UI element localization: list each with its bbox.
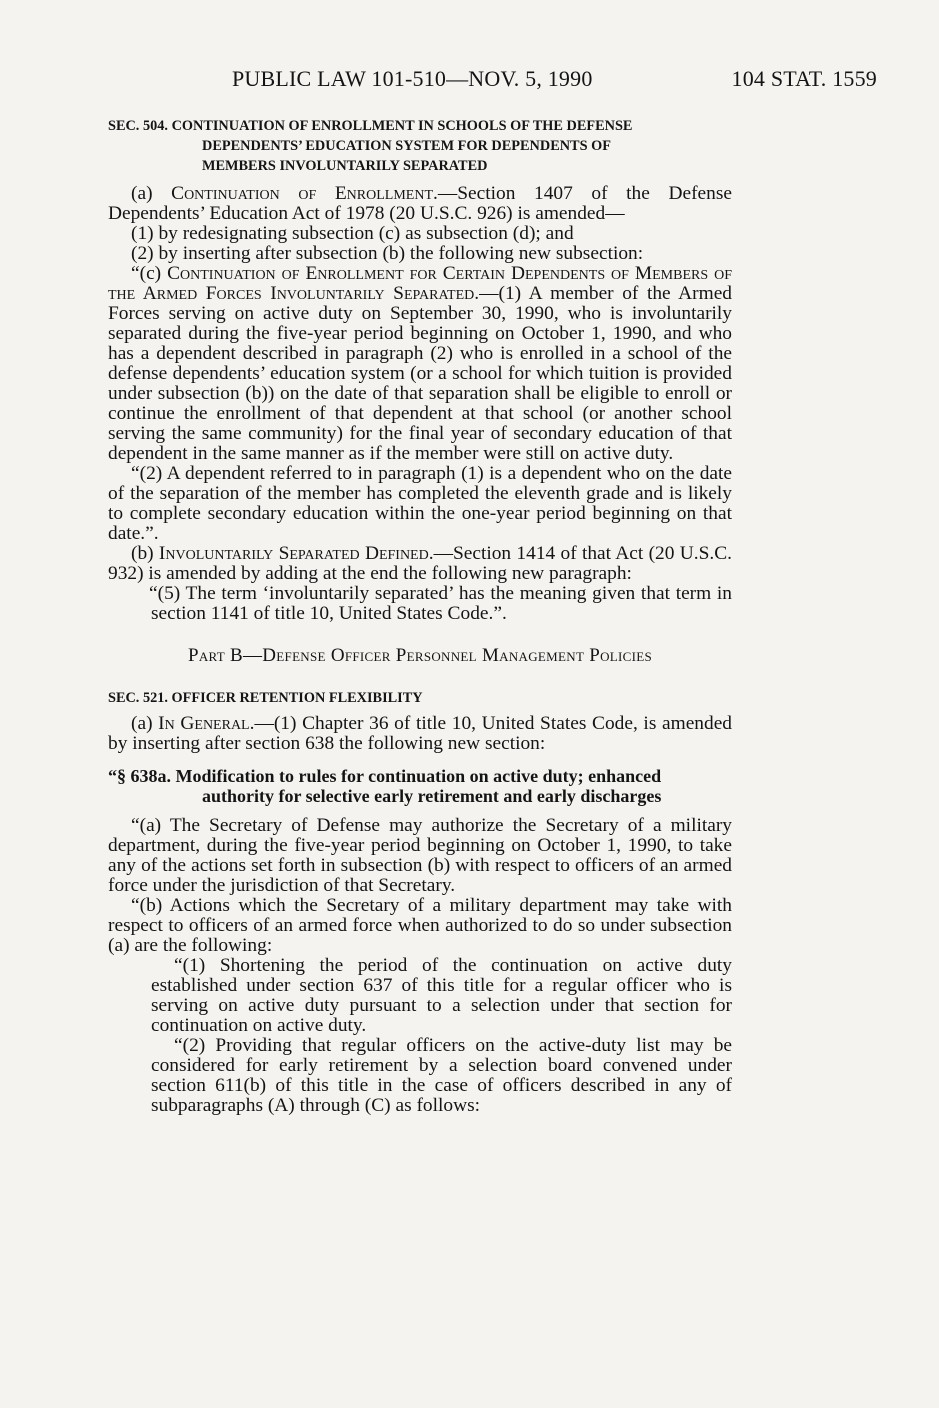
section-504-heading (108, 116, 732, 176)
inserted-subsection-c: “(c) Continuation of Enrollment for Certain Dependents of Members of the Armed Forces Involuntarily Separated.—(1) A member of the Armed Forces serving on active duty on September 30, 1990, who is involuntarily separated during the five-year period beginning on October 1, 1990, and who has a dependent described in paragraph (2) who is enrolled in a school of the defense dependents’ education system (or a school for which tuition is provided under subsection (b)) on the date of that separation shall be eligible to enroll or continue the enrollment of that dependent at that school (or another school serving the same community) for the final year of secondary education of that dependent in the same manner as if the member were still on active duty. (108, 263, 732, 464)
section-504-title-line1: CONTINUATION OF ENROLLMENT IN SCHOOLS OF THE DEFENSE (171, 118, 633, 134)
inserted-paragraph-5: “(5) The term ‘involuntarily separated’ has the meaning given that term in section 1141 of title 10, United States Code.”. (149, 583, 732, 624)
section-521-heading: SEC. 521. OFFICER RETENTION FLEXIBILITY (108, 690, 423, 706)
subsection-heading: Involuntarily Separated Defined. (158, 543, 434, 564)
subsection-heading: Continuation of Enrollment. (171, 183, 438, 204)
amendment-2: (2) by inserting after subsection (b) the following new subsection: (131, 243, 644, 264)
running-header-title: PUBLIC LAW 101-510—NOV. 5, 1990 (232, 66, 593, 91)
section-504-title-line3: MEMBERS INVOLUNTARILY SEPARATED (202, 158, 488, 174)
page-number-stat: 104 STAT. 1559 (731, 66, 877, 91)
section-504-title-line2: DEPENDENTS’ EDUCATION SYSTEM FOR DEPENDENTS OF (202, 138, 611, 154)
section-638a-b: “(b) Actions which the Secretary of a military department may take with respect to officers of an armed force when authorized to do so under subsection (a) are the following: (108, 895, 732, 956)
inserted-paragraph-2: “(2) A dependent referred to in paragraph (1) is a dependent who on the date of the separation of the member has completed the eleventh grade and is likely to complete secondary education within the one-year period beginning on that date.”. (108, 463, 732, 544)
subsection-heading: Continuation of Enrollment for Certain Dependents of Members of the Armed Forces Involuntarily Separated. (108, 263, 732, 304)
amendment-1: (1) by redesignating subsection (c) as subsection (d); and (131, 223, 574, 244)
section-638a-b1: “(1) Shortening the period of the continuation on active duty established under section 637 of this title for a regular officer who is serving on active duty pursuant to a selection under that section for continuation on active duty. (151, 955, 732, 1036)
section-504-a: (a) Continuation of Enrollment.—Section 1407 of the Defense Dependents’ Education Act of 1978 (20 U.S.C. 926) is amended— (108, 183, 732, 224)
section-638a-label: “§ 638a. (108, 766, 171, 786)
section-504-b: (b) Involuntarily Separated Defined.—Section 1414 of that Act (20 U.S.C. 932) is amended by adding at the end the following new paragraph: (108, 543, 732, 584)
section-521-a: (a) In General.—(1) Chapter 36 of title 10, United States Code, is amended by inserting after section 638 the following new section: (108, 713, 732, 754)
section-504-label: SEC. 504. (108, 118, 168, 134)
subsection-heading: In General. (158, 713, 255, 734)
section-638a-b2: “(2) Providing that regular officers on the active-duty list may be considered for early retirement by a selection board convened under section 611(b) of this title in the case of officers described in any of subparagraphs (A) through (C) as follows: (151, 1035, 732, 1116)
section-638a-title: Modification to rules for continuation on active duty; enhanced authority for selective early retirement and early discharges (175, 766, 662, 806)
section-638a-a: “(a) The Secretary of Defense may authorize the Secretary of a military department, during the five-year period beginning on October 1, 1990, to take any of the actions set forth in subsection (b) with respect to officers of an armed force under the jurisdiction of that Secretary. (108, 815, 732, 896)
section-638a-heading (108, 766, 732, 806)
part-b-heading: Part B—Defense Officer Personnel Management Policies (187, 645, 653, 666)
text-column (108, 116, 732, 1116)
